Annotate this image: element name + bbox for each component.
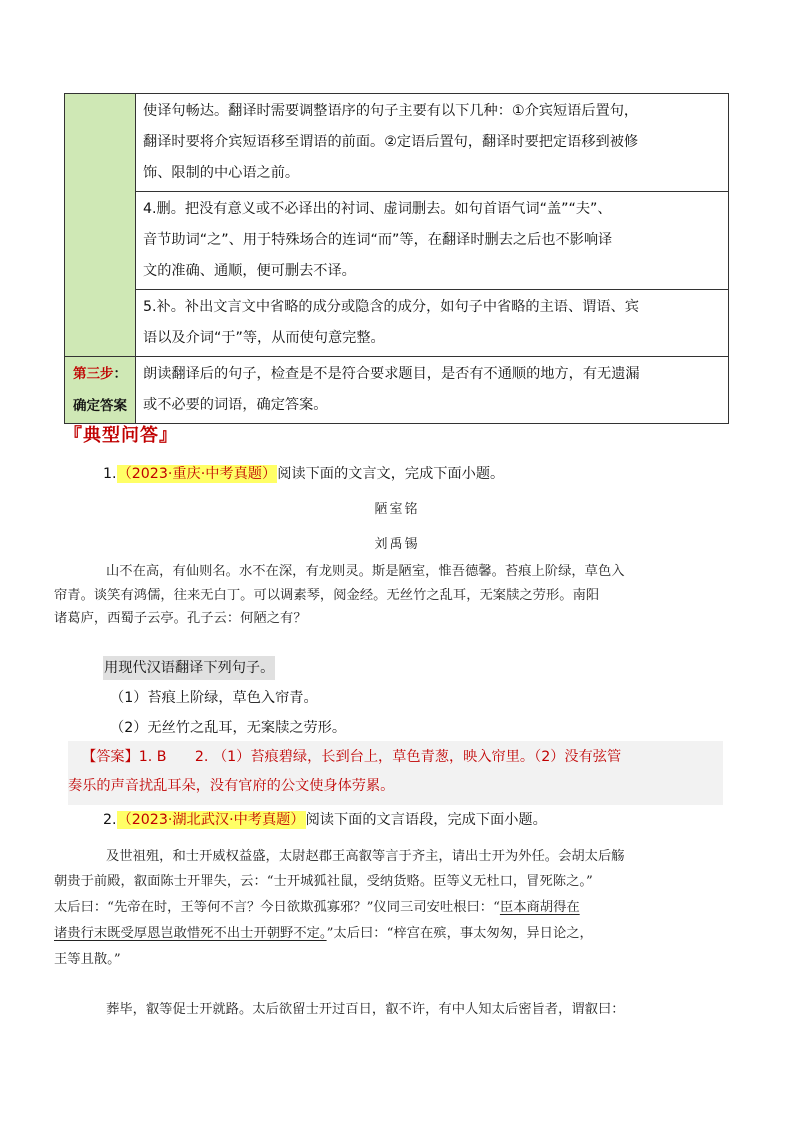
passage-line: 山不在高，有仙则名。水不在深，有龙则灵。斯是陋室，惟吾德馨。苔痕上阶绿，草色入 <box>106 564 625 579</box>
question-1-header <box>103 462 504 486</box>
table-text-line: 音节助词“之”、用于特殊场合的连词“而”等，在翻译时删去之后也不影响译 <box>143 232 613 248</box>
table-text-line: 饰、限制的中心语之前。 <box>143 165 300 181</box>
passage-author: 刘禹锡 <box>374 537 420 552</box>
table-row <box>65 94 729 192</box>
step-content-cell <box>136 290 729 357</box>
passage-line: 帘青。谈笑有鸿儒，往来无白丁。可以调素琴，阅金经。无丝竹之乱耳，无案牍之劳形。南阳 <box>54 587 600 603</box>
question-prompt: 阅读下面的文言文，完成下面小题。 <box>277 466 505 482</box>
source-tag: （2023·湖北武汉·中考真题） <box>117 812 305 828</box>
table-text-line: 朗读翻译后的句子，检查是不是符合要求题目，是否有不通顺的地方，有无遗漏 <box>143 366 640 382</box>
passage-line: 诸贵行末既受厚恩岂敢惜死不出士开朝野不定。”太后曰：“梓宫在殡，事太匆匆，异日论之， <box>54 925 593 941</box>
source-tag: （2023·重庆·中考真题） <box>117 466 277 482</box>
passage-line: 王等且散。” <box>54 951 121 967</box>
passage-line: 及世祖殂，和士开威权益盛，太尉赵郡王高叡等言于齐主，请出士开为外任。会胡太后觞 <box>106 849 625 864</box>
step-content-cell <box>136 192 729 290</box>
passage-text <box>54 560 730 631</box>
table-text-line: 或不必要的词语，确定答案。 <box>143 397 328 413</box>
question-number: 1. <box>103 466 117 482</box>
answer-line: 【答案】1. B 2. （1）苔痕碧绿，长到台上，草色青葱，映入帘里。（2）没有弦管 <box>82 749 622 765</box>
table-text-line: 文的准确、通顺，便可删去不译。 <box>143 263 356 279</box>
step-content-cell <box>136 94 729 192</box>
passage-text-2b <box>80 998 730 1022</box>
passage-line: 葬毕，叡等促士开就路。太后欲留士开过百日，叡不许，有中人知太后密旨者，谓叡曰： <box>106 1002 625 1017</box>
underlined-sentence: 臣本商胡得在 <box>499 899 580 915</box>
step-label-name: 第三步 <box>73 366 114 382</box>
table-row <box>65 357 729 424</box>
step-label-cell-empty <box>65 94 136 357</box>
translation-instruction: 用现代汉语翻译下列句子。 <box>103 656 275 680</box>
translation-steps-table <box>64 93 729 424</box>
question-number: 2. <box>103 812 117 828</box>
passage-title: 陋室铭 <box>374 502 420 517</box>
question-2-header <box>103 808 547 832</box>
underlined-sentence: 诸贵行末既受厚恩岂敢惜死不出士开朝野不定。 <box>54 925 327 941</box>
passage-line: 诸葛庐，西蜀子云亭。孔子云：何陋之有？ <box>54 611 307 626</box>
table-text-line: 翻译时要将介宾短语移至谓语的前面。②定语后置句，翻译时要把定语移到被修 <box>143 134 639 150</box>
passage-text-2 <box>54 845 730 973</box>
table-row <box>65 290 729 357</box>
step-label-colon: ： <box>113 366 127 382</box>
sub-question-2: （2）无丝竹之乱耳，无案牍之劳形。 <box>110 720 347 736</box>
step-content-cell <box>136 357 729 424</box>
table-text-line: 使译句畅达。翻译时需要调整语序的句子主要有以下几种：①介宾短语后置句， <box>143 103 639 119</box>
answer-box <box>68 741 723 805</box>
table-text-line: 语以及介词“于”等，从而使句意完整。 <box>143 330 385 346</box>
step-label-cell <box>65 357 136 424</box>
sub-question-1: （1）苔痕上阶绿，草色入帘青。 <box>110 690 318 706</box>
question-prompt: 阅读下面的文言语段，完成下面小题。 <box>305 812 547 828</box>
step-label-subtitle: 确定答案 <box>73 398 127 414</box>
table-text-line: 4.删。把没有意义或不必译出的衬词、虚词删去。如句首语气词“盖”“夫”、 <box>143 201 612 217</box>
section-heading: 『典型问答』 <box>64 425 178 446</box>
passage-line: 太后曰：“先帝在时，王等何不言？今日欲欺孤寡邪？”仪同三司安吐根曰：“臣本商胡得在 <box>54 899 580 915</box>
table-text-line: 5.补。补出文言文中省略的成分或隐含的成分，如句子中省略的主语、谓语、宾 <box>143 299 639 315</box>
table-row <box>65 192 729 290</box>
step-label <box>65 358 135 390</box>
answer-line: 奏乐的声音扰乱耳朵，没有官府的公文使身体劳累。 <box>68 778 395 794</box>
passage-line: 朝贵于前殿，叡面陈士开罪失，云：“士开城狐社鼠，受纳货赂。臣等义无杜口，冒死陈之。” <box>54 873 593 889</box>
